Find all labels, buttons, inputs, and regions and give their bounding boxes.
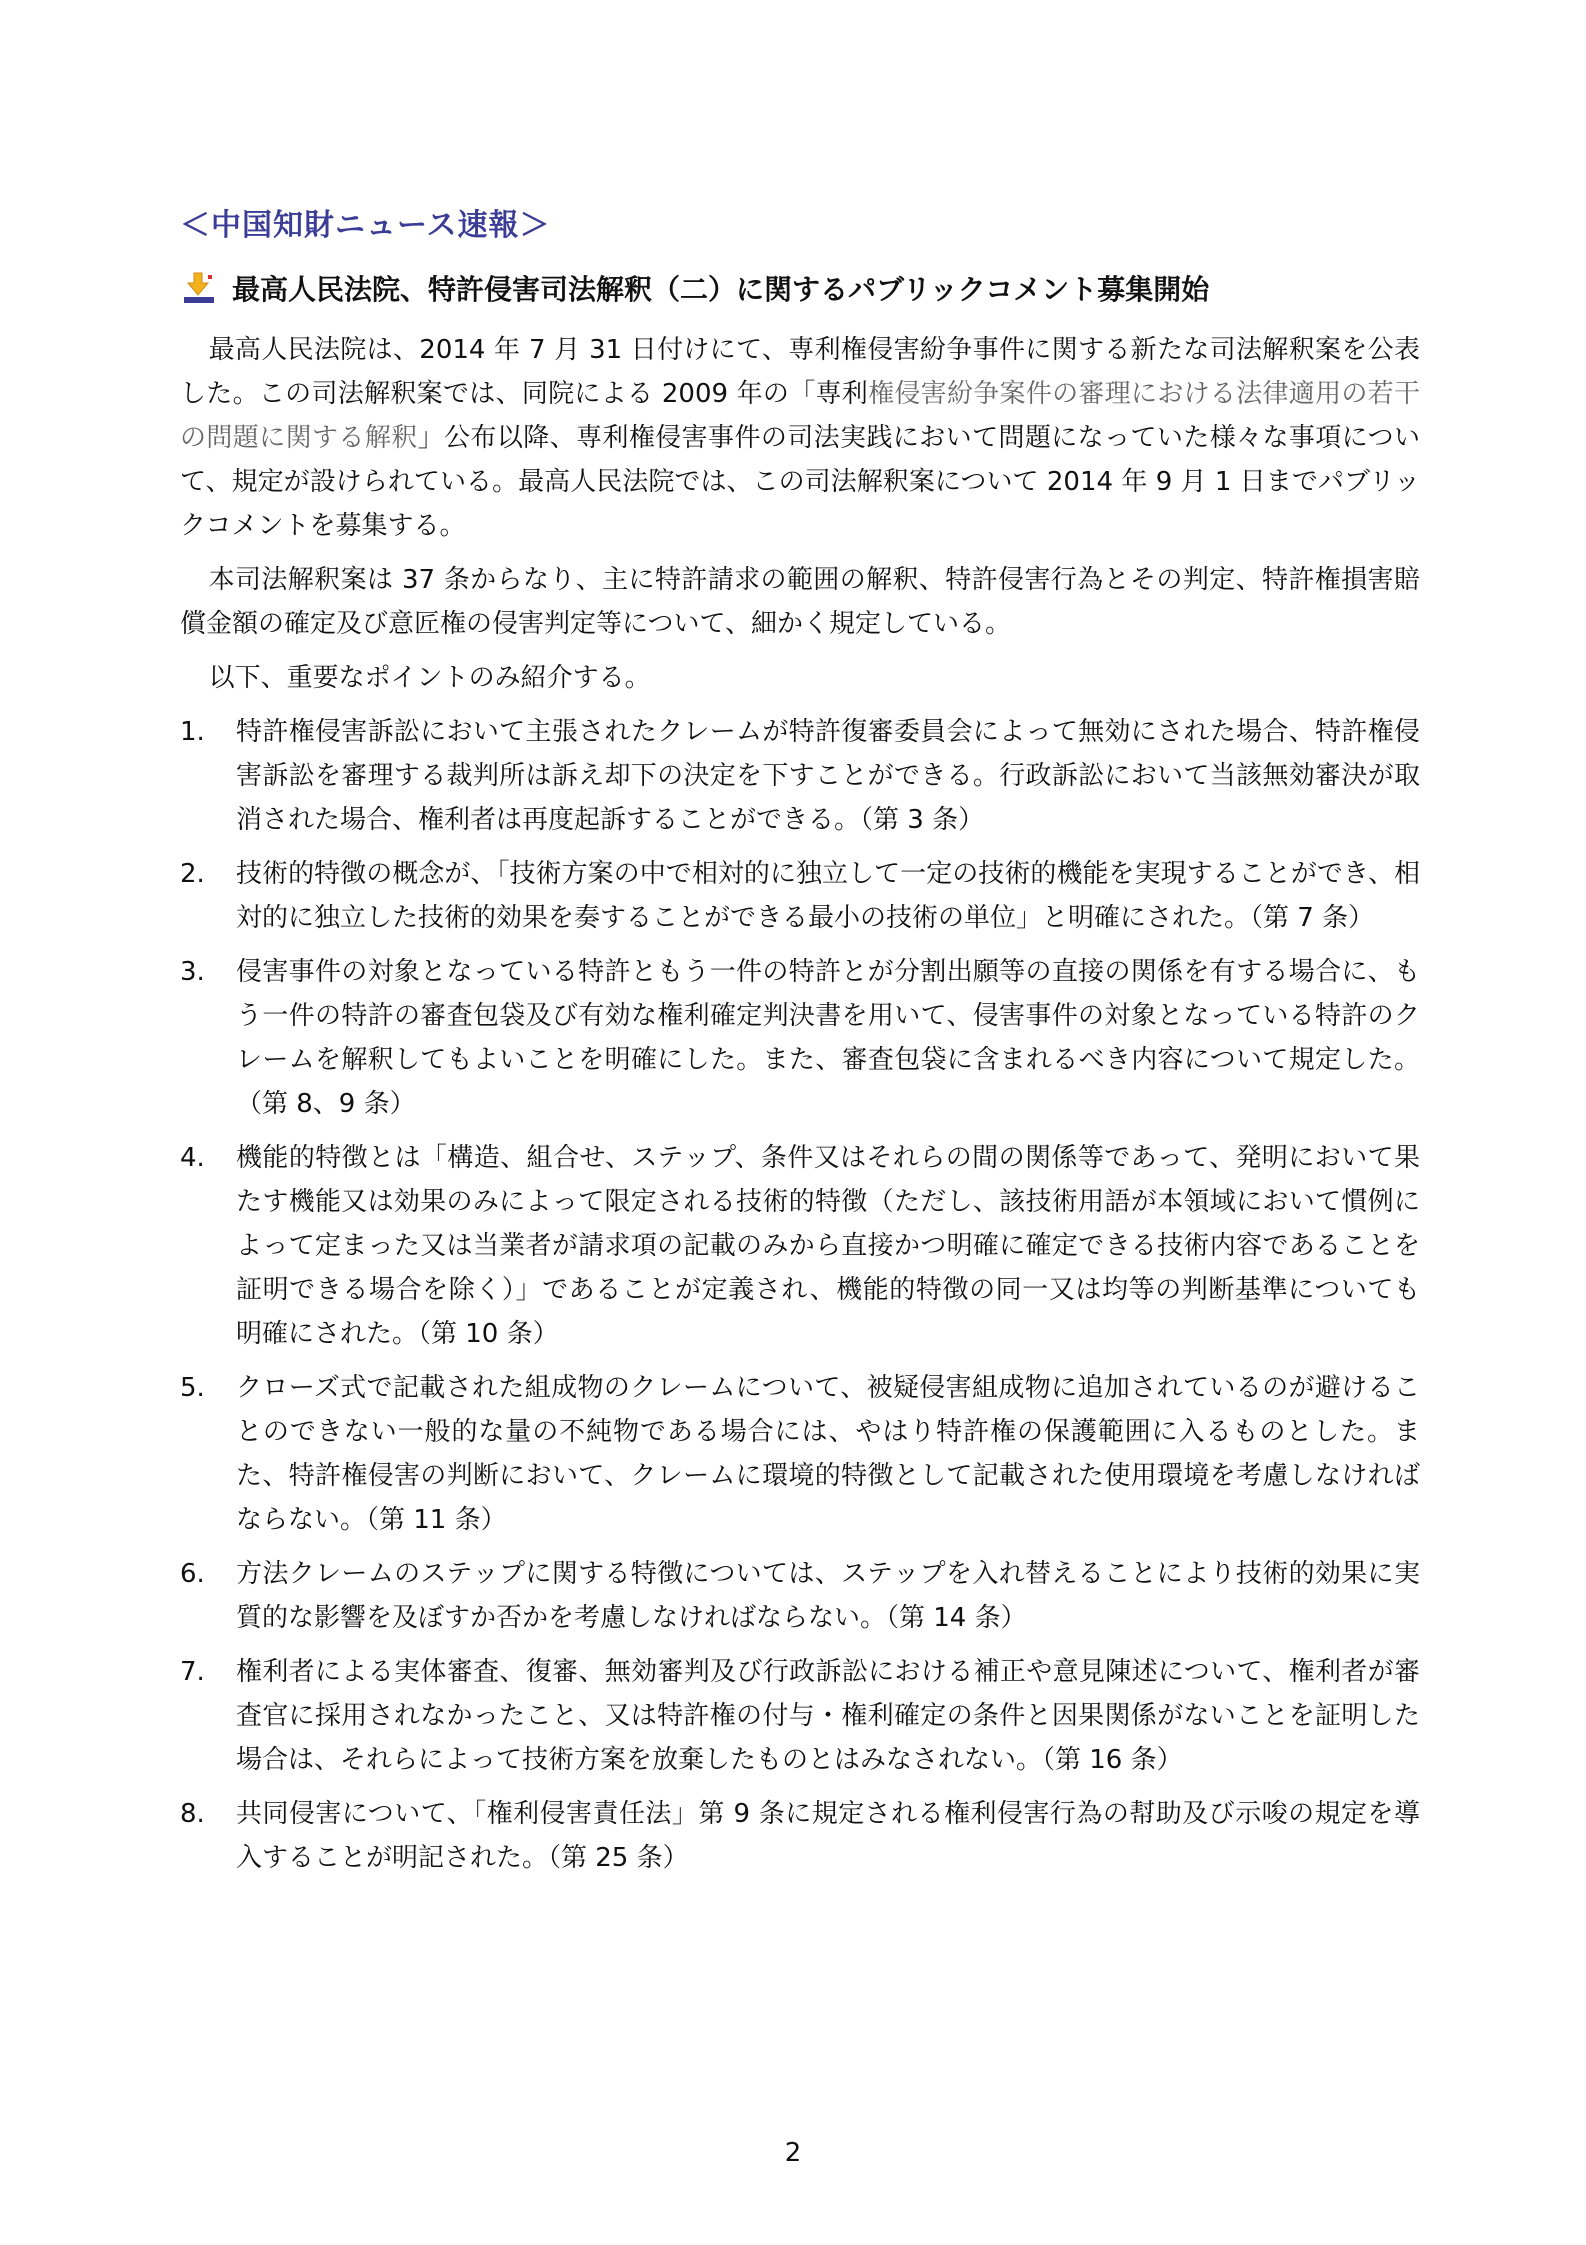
list-item [180,950,1420,1126]
list-item-number: 6. [180,1559,205,1589]
list-item-text: 方法クレームのステップに関する特徴については、ステップを入れ替えることにより技術的効果に実質的な影響を及ぼすか否かを考慮しなければならない。（第 14 条） [236,1559,1420,1633]
page-number: 2 [784,2138,802,2168]
intro-text-start: 最高人民法院は、2014 年 7 月 31 日付けにて、専利権侵害紛争事件に関する新たな司法解釈案を公表した。この司法解釈案では、同院による 2009 年の「専利 [180,335,1420,409]
list-item [180,1366,1420,1542]
intro-text-end: 」公布以降、専利権侵害事件の司法実践において問題になっていた様々な事項について、規定が設けられている。最高人民法院では、この司法解釈案について 2014 年 9 月 1 日までパブリックコメントを募集する。 [180,423,1420,541]
list-item-text: 侵害事件の対象となっている特許ともう一件の特許とが分割出願等の直接の関係を有する場合に、もう一件の特許の審査包袋及び有効な権利確定判決書を用いて、侵害事件の対象となっている特許のクレームを解釈してもよいことを明確にした。また、審査包袋に含まれるべき内容について規定した。（第 8、9 条） [236,957,1420,1119]
list-item [180,1650,1420,1782]
list-item-number: 5. [180,1373,205,1403]
list-item-text: 共同侵害について、「権利侵害責任法」第 9 条に規定される権利侵害行為の幇助及び示唆の規定を導入することが明記された。（第 25 条） [236,1799,1420,1873]
list-item [180,710,1420,842]
list-item-text: 特許権侵害訴訟において主張されたクレームが特許復審委員会によって無効にされた場合、特許権侵害訴訟を審理する裁判所は訴え却下の決定を下すことができる。行政訴訟において当該無効審決が取消された場合、権利者は再度起訴することができる。（第 3 条） [236,717,1420,835]
article-heading [180,268,1420,308]
list-item [180,1552,1420,1640]
list-item [180,1136,1420,1356]
list-item-text: クローズ式で記載された組成物のクレームについて、被疑侵害組成物に追加されているのが避けることのできない一般的な量の不純物である場合には、やはり特許権の保護範囲に入るものとした。また、特許権侵害の判断において、クレームに環境的特徴として記載された使用環境を考慮しなければならない。（第 11 条） [236,1373,1420,1535]
summary-paragraph: 本司法解釈案は 37 条からなり、主に特許請求の範囲の解釈、特許侵害行為とその判定、特許権損害賠償金額の確定及び意匠権の侵害判定等について、細かく規定している。 [180,565,1420,639]
list-item-number: 7. [180,1657,205,1687]
intro-paragraph [180,328,1420,548]
list-item-text: 技術的特徴の概念が、「技術方案の中で相対的に独立して一定の技術的機能を実現することができ、相対的に独立した技術的効果を奏することができる最小の技術の単位」と明確にされた。（第 7 条） [236,859,1420,933]
section-title: ＜中国知財ニュース速報＞ [180,208,551,243]
list-item [180,852,1420,940]
points-intro-paragraph: 以下、重要なポイントのみ紹介する。 [208,663,651,693]
article-title: 最高人民法院、特許侵害司法解釈（二）に関するパブリックコメント募集開始 [232,273,1210,306]
list-item-number: 2. [180,859,205,889]
list-item-number: 3. [180,957,205,987]
list-item-text: 機能的特徴とは「構造、組合せ、ステップ、条件又はそれらの間の関係等であって、発明において果たす機能又は効果のみによって限定される技術的特徴（ただし、該技術用語が本領域において慣例によって定まった又は当業者が請求項の記載のみから直接かつ明確に確定できる技術内容であることを証明できる場合を除く）」であることが定義され、機能的特徴の同一又は均等の判断基準についても明確にされた。（第 10 条） [236,1143,1420,1349]
list-item-number: 4. [180,1143,205,1173]
intro-text-citation: 権侵害紛争案件の審理における法律適用の若干の問題に関する解釈 [180,379,1420,453]
list-item-number: 8. [180,1799,205,1829]
article-body [180,328,1420,1890]
list-item-text: 権利者による実体審査、復審、無効審判及び行政訴訟における補正や意見陳述について、権利者が審査官に採用されなかったこと、又は特許権の付与・権利確定の条件と因果関係がないことを証明した場合は、それらによって技術方案を放棄したものとはみなされない。（第 16 条） [236,1657,1420,1775]
down-arrow-bullet-icon [180,271,220,305]
list-item [180,1792,1420,1880]
key-points-list [180,710,1420,1880]
list-item-number: 1. [180,717,205,747]
